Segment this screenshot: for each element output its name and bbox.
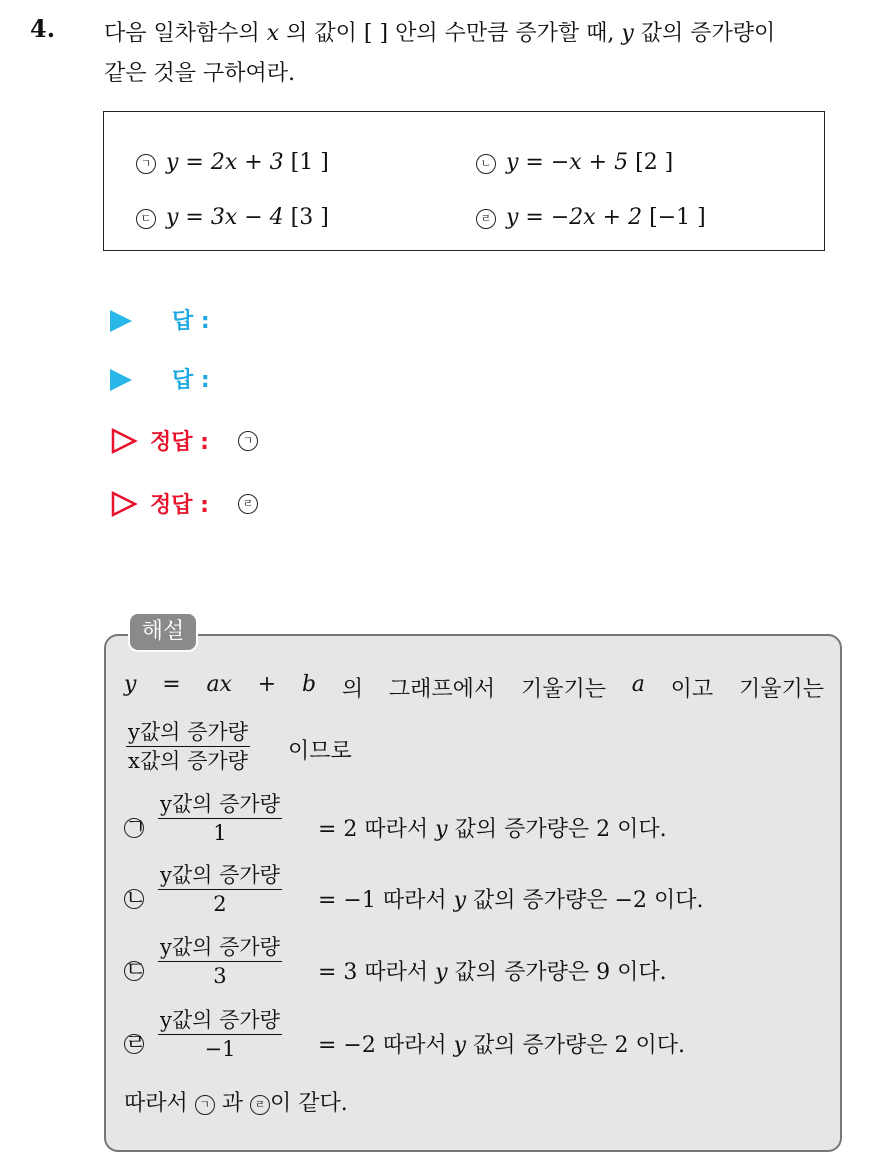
row-result: = −1 따라서 y 값의 증가량은 −2 이다. [318, 888, 704, 913]
correct-answer-label: 정답 : [150, 430, 209, 455]
answer-label: 답 : [172, 368, 210, 393]
circled-marker-icon: ㄱ [136, 154, 156, 174]
choices-box [103, 111, 825, 251]
row-fraction: y값의 증가량 −1 [160, 1008, 280, 1061]
circled-marker-icon: ㄹ [125, 1031, 147, 1056]
answer-label: 답 : [172, 309, 210, 334]
play-triangle-icon [110, 369, 132, 391]
row-fraction: y값의 증가량 3 [160, 935, 280, 988]
circled-marker-icon: ㄴ [476, 154, 496, 174]
row-result: = 3 따라서 y 값의 증가량은 9 이다. [318, 960, 667, 985]
outline-triangle-icon [110, 490, 138, 518]
solution-line-1: y = ax + b 의 그래프에서 기울기는 a 이고 기울기는 [124, 672, 824, 702]
circled-marker-icon: ㄱ [195, 1095, 215, 1115]
choice-2: ㄴ y = −x + 5 [2 ] [476, 150, 673, 175]
question-number: 4. [30, 14, 56, 43]
circled-marker-icon: ㄴ [125, 886, 147, 911]
slope-fraction [126, 718, 250, 775]
fraction-denominator: x값의 증가량 [128, 749, 248, 773]
circled-marker-icon: ㄹ [238, 494, 258, 514]
choice-3: ㄷ y = 3x − 4 [3 ] [136, 205, 329, 230]
play-triangle-icon [110, 310, 132, 332]
row-result: = −2 따라서 y 값의 증가량은 2 이다. [318, 1033, 686, 1058]
outline-triangle-icon [110, 427, 138, 455]
circled-marker-icon: ㄷ [136, 209, 156, 229]
question-line-1: 다음 일차함수의 x 의 값이 [ ] 안의 수만큼 증가할 때, y 값의 증가량이 [104, 21, 776, 46]
row-fraction: y값의 증가량 1 [160, 792, 280, 845]
correct-answer-value [238, 490, 268, 515]
slope-suffix: 이므로 [288, 739, 352, 764]
question-text [104, 14, 864, 94]
fraction-numerator: y값의 증가량 [128, 720, 248, 744]
circled-marker-icon: ㄱ [125, 815, 147, 840]
correct-answer-label: 정답 : [150, 493, 209, 518]
question-line-2: 같은 것을 구하여라. [104, 61, 295, 86]
solution-tag: 해설 [128, 612, 198, 652]
circled-marker-icon: ㄹ [250, 1095, 270, 1115]
circled-marker-icon: ㄷ [125, 958, 147, 983]
circled-marker-icon: ㄹ [476, 209, 496, 229]
row-fraction: y값의 증가량 2 [160, 863, 280, 916]
choice-1: ㄱ y = 2x + 3 [1 ] [136, 150, 329, 175]
circled-marker-icon: ㄱ [238, 431, 258, 451]
correct-answer-value [238, 427, 268, 452]
choice-4: ㄹ y = −2x + 2 [−1 ] [476, 205, 706, 230]
solution-conclusion: 따라서 ㄱ 과 ㄹ 이 같다. [124, 1091, 348, 1116]
row-result: = 2 따라서 y 값의 증가량은 2 이다. [318, 817, 667, 842]
